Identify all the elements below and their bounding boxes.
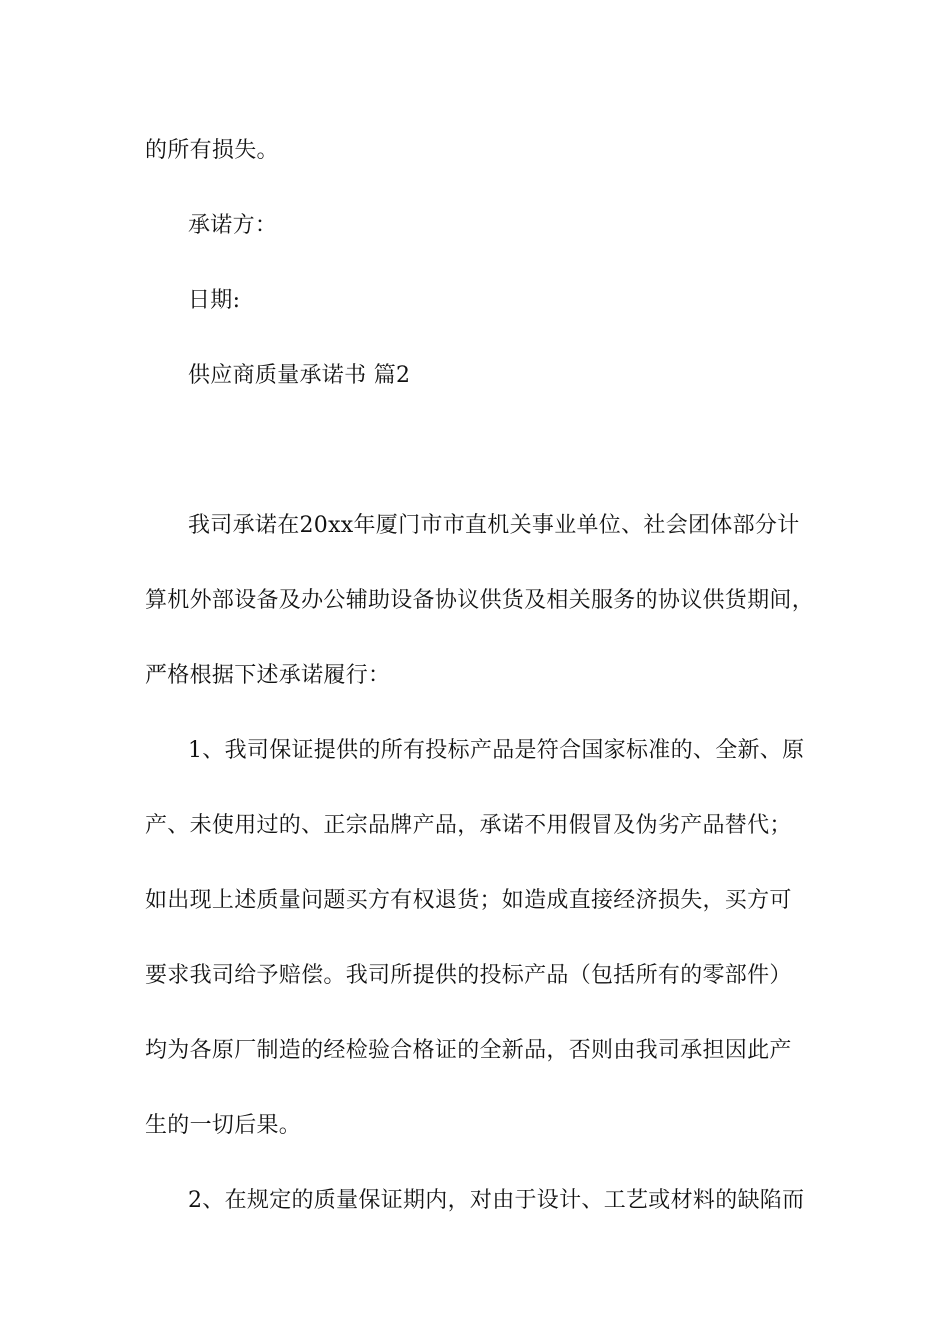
clause-1-line: 均为各原厂制造的经检验合格证的全新品，否则由我司承担因此产 xyxy=(145,1038,792,1063)
paragraph-line: 我司承诺在20xx年厦门市市直机关事业单位、社会团体部分计 xyxy=(188,513,800,538)
paragraph-line: 严格根据下述承诺履行： xyxy=(145,663,391,688)
clause-1-line: 1、我司保证提供的所有投标产品是符合国家标准的、全新、原 xyxy=(188,738,805,763)
paragraph-line: 算机外部设备及办公辅助设备协议供货及相关服务的协议供货期间， xyxy=(145,588,815,613)
clause-1-line: 如出现上述质量问题买方有权退货；如造成直接经济损失，买方可 xyxy=(145,888,792,913)
clause-2-line: 2、在规定的质量保证期内，对由于设计、工艺或材料的缺陷而 xyxy=(188,1188,805,1213)
clause-1-line: 产、未使用过的、正宗品牌产品，承诺不用假冒及伪劣产品替代； xyxy=(145,813,792,838)
promisor-label: 承诺方： xyxy=(188,213,278,238)
paragraph-line-tail: 的所有损失。 xyxy=(145,138,279,163)
clause-1-line: 要求我司给予赔偿。我司所提供的投标产品（包括所有的零部件） xyxy=(145,963,792,988)
clause-1-line: 生的一切后果。 xyxy=(145,1113,302,1138)
section-heading: 供应商质量承诺书 篇2 xyxy=(188,363,411,388)
date-label: 日期: xyxy=(188,288,241,313)
